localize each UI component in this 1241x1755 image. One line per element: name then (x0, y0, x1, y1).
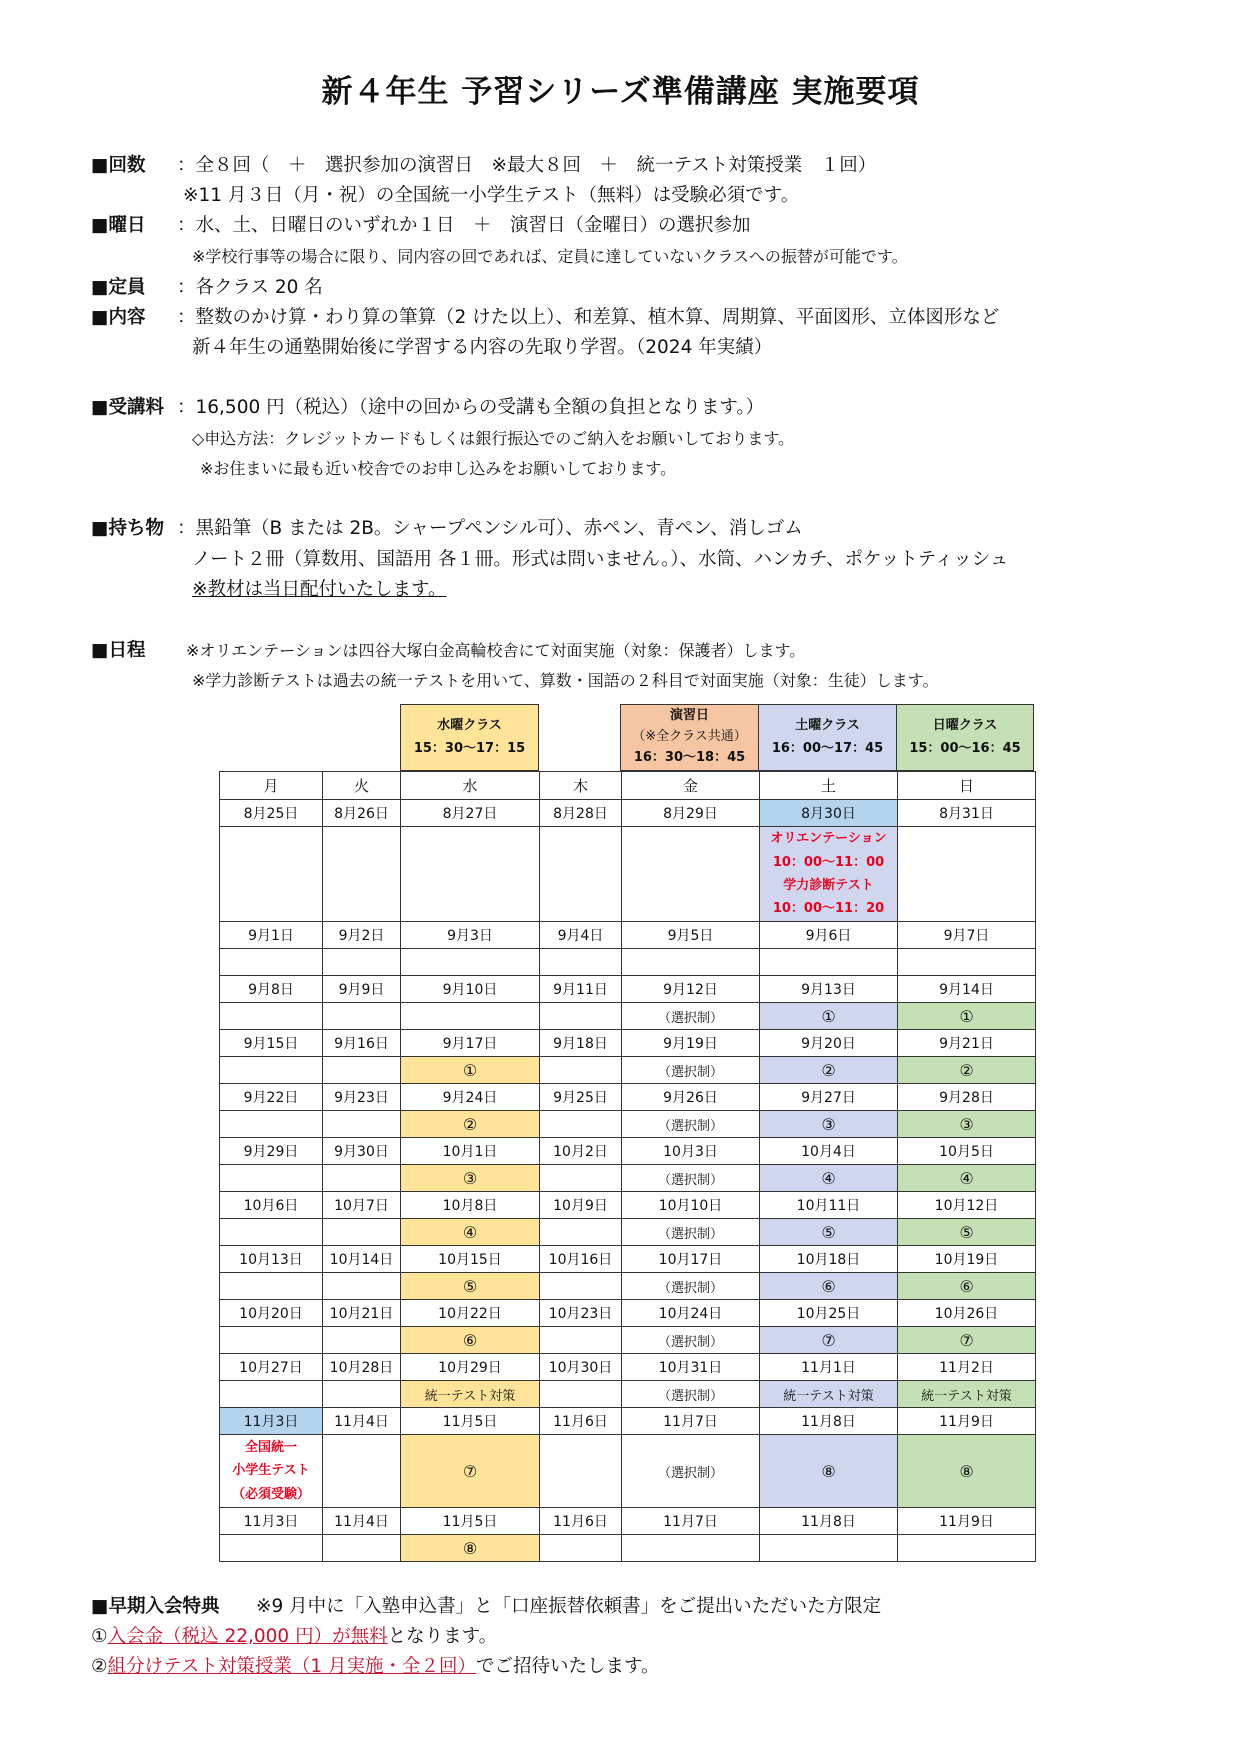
session-mark-fri: （選択制） (622, 1165, 760, 1192)
bonus-item-2-num: ② (91, 1656, 108, 1677)
orientation-line2: 10：00～11：00 (772, 854, 885, 870)
date-cell-mon: 9月15日 (220, 1030, 323, 1057)
date-cell-fri: 9月19日 (622, 1030, 760, 1057)
date-cell-sat: 11月1日 (760, 1354, 898, 1381)
empty-cell (401, 827, 540, 922)
empty-cell (220, 827, 323, 922)
fri-class-time: 16：30～18：45 (633, 749, 746, 765)
date-cell-mon: 10月27日 (220, 1354, 323, 1381)
bonus-label: ■早期入会特典 (91, 1596, 220, 1617)
date-cell-tue: 11月4日 (323, 1408, 401, 1435)
teiin-row (91, 279, 323, 298)
empty-cell (898, 1535, 1036, 1562)
date-cell-sun: 11月2日 (898, 1354, 1036, 1381)
session-mark-fri: （選択制） (622, 1327, 760, 1354)
date-cell-wed: 10月29日 (401, 1354, 540, 1381)
fee-text: ：16,500 円（税込）（途中の回からの受講も全額の負担となります。） (177, 397, 765, 418)
empty-cell (540, 1535, 622, 1562)
empty-cell (220, 1057, 323, 1084)
date-cell-sat: 10月4日 (760, 1138, 898, 1165)
session-mark-sun: ⑧ (898, 1435, 1036, 1508)
orientation-line1: オリエンテーション (770, 831, 887, 847)
session-mark-wed: ⑧ (401, 1535, 540, 1562)
sun-class-time: 15：00～16：45 (909, 740, 1021, 756)
sun-class-name: 日曜クラス (932, 717, 998, 733)
date-cell-mon: 11月3日 (220, 1408, 323, 1435)
empty-cell (540, 1057, 622, 1084)
empty-cell (220, 1535, 323, 1562)
content-row (220, 1219, 1036, 1246)
content-row (220, 949, 1036, 976)
date-row (220, 1300, 1036, 1327)
fee-note-1: ◇申込方法：クレジットカードもしくは銀行振込でのご納入をお願いしております。 (192, 429, 795, 448)
session-mark-sun: ① (898, 1003, 1036, 1030)
date-cell-tue: 9月9日 (323, 976, 401, 1003)
wed-class-header (400, 704, 539, 771)
national-test-cell (220, 1435, 323, 1508)
date-cell-wed: 9月24日 (401, 1084, 540, 1111)
date-cell-fri: 11月7日 (622, 1408, 760, 1435)
mochimono-note: ※教材は当日配付いたします。 (192, 579, 447, 600)
weekday-mon: 月 (220, 772, 323, 800)
date-cell-sat: 8月30日 (760, 800, 898, 827)
date-cell-sun: 9月28日 (898, 1084, 1036, 1111)
date-row (220, 1192, 1036, 1219)
empty-cell (760, 1535, 898, 1562)
empty-cell (401, 1003, 540, 1030)
date-cell-wed: 11月5日 (401, 1408, 540, 1435)
date-cell-sun: 10月19日 (898, 1246, 1036, 1273)
session-mark-fri: （選択制） (622, 1381, 760, 1408)
content-row (220, 1381, 1036, 1408)
fee-row (91, 399, 764, 418)
naiyou-text: ：整数のかけ算・わり算の筆算（2 けた以上）、和差算、植木算、周期算、平面図形、立体図形など (177, 307, 1000, 328)
empty-cell (323, 1327, 401, 1354)
date-cell-sun: 10月26日 (898, 1300, 1036, 1327)
national-test-line1: 全国統一 (244, 1439, 297, 1455)
date-cell-fri: 10月10日 (622, 1192, 760, 1219)
date-cell-thu: 8月28日 (540, 800, 622, 827)
empty-cell (540, 1435, 622, 1508)
date-cell-tue: 8月26日 (323, 800, 401, 827)
session-mark-wed: ② (401, 1111, 540, 1138)
date-cell-wed: 8月27日 (401, 800, 540, 827)
date-cell-fri: 8月29日 (622, 800, 760, 827)
date-cell-fri: 10月3日 (622, 1138, 760, 1165)
session-mark-sat: ① (760, 1003, 898, 1030)
date-cell-fri: 10月17日 (622, 1246, 760, 1273)
date-cell-fri: 10月31日 (622, 1354, 760, 1381)
bonus-item-1-highlight: 入会金（税込 22,000 円）が無料 (107, 1626, 388, 1647)
date-cell-sun: 10月12日 (898, 1192, 1036, 1219)
content-row (220, 1111, 1036, 1138)
nittei-note-2: ※学力診断テストは過去の統一テストを用いて、算数・国語の２科目で対面実施（対象：生徒）します。 (192, 671, 939, 690)
page-title: 新４年生 予習シリーズ準備講座 実施要項 (321, 74, 920, 110)
youbi-row (91, 217, 751, 236)
bonus-item-2 (91, 1658, 660, 1677)
date-cell-mon: 9月1日 (220, 922, 323, 949)
session-mark-sat: ⑤ (760, 1219, 898, 1246)
date-cell-sat: 9月20日 (760, 1030, 898, 1057)
date-cell-mon: 10月20日 (220, 1300, 323, 1327)
content-row (220, 1535, 1036, 1562)
date-row (220, 1030, 1036, 1057)
session-mark-sat: ⑦ (760, 1327, 898, 1354)
date-cell-thu: 10月23日 (540, 1300, 622, 1327)
session-mark-sun: 統一テスト対策 (898, 1381, 1036, 1408)
national-test-line2: 小学生テスト (232, 1463, 310, 1479)
content-row (220, 1327, 1036, 1354)
date-cell-sun: 10月5日 (898, 1138, 1036, 1165)
session-mark-wed: ⑤ (401, 1273, 540, 1300)
date-cell-tue: 9月16日 (323, 1030, 401, 1057)
empty-cell (220, 1111, 323, 1138)
mochimono-label: ■持ち物 (91, 518, 164, 539)
session-mark-wed: ① (401, 1057, 540, 1084)
sat-class-header (758, 704, 897, 771)
session-mark-fri: （選択制） (622, 1003, 760, 1030)
empty-cell (540, 827, 622, 922)
empty-cell (323, 1273, 401, 1300)
weekday-sat: 土 (760, 772, 898, 800)
date-cell-thu: 11月6日 (540, 1408, 622, 1435)
date-cell-tue: 10月21日 (323, 1300, 401, 1327)
session-mark-sun: ⑦ (898, 1327, 1036, 1354)
date-cell-fri: 9月12日 (622, 976, 760, 1003)
date-row (220, 1508, 1036, 1535)
empty-cell (220, 1219, 323, 1246)
empty-cell (220, 1381, 323, 1408)
date-cell-wed: 10月1日 (401, 1138, 540, 1165)
empty-cell (540, 1327, 622, 1354)
orientation-line4: 10：00～11：20 (772, 901, 885, 917)
schedule-calendar (219, 771, 1036, 1562)
teiin-text: ：各クラス 20 名 (177, 277, 323, 298)
date-cell-sun: 9月7日 (898, 922, 1036, 949)
date-cell-wed: 10月8日 (401, 1192, 540, 1219)
empty-cell (220, 1003, 323, 1030)
session-mark-sun: ③ (898, 1111, 1036, 1138)
date-row (220, 1354, 1036, 1381)
date-cell-sun: 8月31日 (898, 800, 1036, 827)
date-cell-sun: 11月9日 (898, 1508, 1036, 1535)
empty-cell (220, 1165, 323, 1192)
date-cell-sat: 10月25日 (760, 1300, 898, 1327)
content-row (220, 1435, 1036, 1508)
bonus-row (91, 1598, 881, 1617)
date-cell-thu: 9月18日 (540, 1030, 622, 1057)
empty-cell (401, 949, 540, 976)
empty-cell (898, 949, 1036, 976)
fee-note-2: ※お住まいに最も近い校舎でのお申し込みをお願いしております。 (200, 459, 677, 478)
youbi-text: ：水、土、日曜日のいずれか１日 ＋ 演習日（金曜日）の選択参加 (177, 215, 751, 236)
orientation-row (220, 827, 1036, 922)
date-cell-wed: 9月17日 (401, 1030, 540, 1057)
naiyou-row (91, 309, 999, 328)
empty-cell (323, 1535, 401, 1562)
date-cell-thu: 10月16日 (540, 1246, 622, 1273)
empty-cell (323, 1111, 401, 1138)
date-cell-thu: 9月4日 (540, 922, 622, 949)
empty-cell (760, 949, 898, 976)
teiin-label: ■定員 (91, 277, 146, 298)
date-cell-wed: 9月10日 (401, 976, 540, 1003)
national-test-line3: （必須受験） (231, 1486, 310, 1502)
date-row (220, 922, 1036, 949)
content-row (220, 1003, 1036, 1030)
youbi-note: ※学校行事等の場合に限り、同内容の回であれば、定員に達していないクラスへの振替が可能です。 (192, 247, 908, 266)
session-mark-wed: 統一テスト対策 (401, 1381, 540, 1408)
weekday-sun: 日 (898, 772, 1036, 800)
sat-class-name: 土曜クラス (795, 717, 860, 733)
bonus-item-1 (91, 1628, 497, 1647)
date-cell-sun: 11月9日 (898, 1408, 1036, 1435)
mochimono-row (91, 520, 803, 539)
date-cell-thu: 10月30日 (540, 1354, 622, 1381)
date-row (220, 1084, 1036, 1111)
empty-cell (540, 949, 622, 976)
youbi-label: ■曜日 (91, 215, 146, 236)
date-cell-sat: 9月27日 (760, 1084, 898, 1111)
date-cell-sat: 9月13日 (760, 976, 898, 1003)
empty-cell (622, 949, 760, 976)
session-mark-wed: ③ (401, 1165, 540, 1192)
session-mark-fri: （選択制） (622, 1111, 760, 1138)
weekday-wed: 水 (401, 772, 540, 800)
sun-class-header (896, 704, 1034, 771)
date-cell-mon: 10月13日 (220, 1246, 323, 1273)
session-mark-fri: （選択制） (622, 1057, 760, 1084)
date-cell-sun: 9月21日 (898, 1030, 1036, 1057)
session-mark-sat: ⑥ (760, 1273, 898, 1300)
wed-class-time: 15：30～17：15 (413, 740, 526, 756)
weekday-header-row (220, 772, 1036, 800)
date-cell-thu: 11月6日 (540, 1508, 622, 1535)
date-cell-tue: 10月28日 (323, 1354, 401, 1381)
bonus-item-2-highlight: 組分けテスト対策授業（1 月実施・全２回） (107, 1656, 477, 1677)
date-cell-tue: 9月23日 (323, 1084, 401, 1111)
date-row (220, 1138, 1036, 1165)
nittei-row (91, 642, 805, 661)
session-mark-sun: ⑤ (898, 1219, 1036, 1246)
date-cell-mon: 8月25日 (220, 800, 323, 827)
date-cell-tue: 11月4日 (323, 1508, 401, 1535)
orientation-cell (760, 827, 898, 922)
date-row (220, 1246, 1036, 1273)
date-cell-mon: 11月3日 (220, 1508, 323, 1535)
mochimono-text: ：黒鉛筆（B または 2B。シャープペンシル可）、赤ペン、青ペン、消しゴム (177, 518, 803, 539)
date-cell-sat: 11月8日 (760, 1508, 898, 1535)
session-mark-sat: ⑧ (760, 1435, 898, 1508)
date-row (220, 1408, 1036, 1435)
date-cell-tue: 9月2日 (323, 922, 401, 949)
date-row (220, 976, 1036, 1003)
date-cell-mon: 9月22日 (220, 1084, 323, 1111)
date-cell-wed: 10月22日 (401, 1300, 540, 1327)
sat-class-time: 16：00～17：45 (771, 740, 884, 756)
empty-cell (540, 1111, 622, 1138)
empty-cell (323, 1165, 401, 1192)
date-cell-wed: 9月3日 (401, 922, 540, 949)
session-mark-sun: ④ (898, 1165, 1036, 1192)
date-cell-fri: 9月26日 (622, 1084, 760, 1111)
date-cell-wed: 11月5日 (401, 1508, 540, 1535)
empty-cell (323, 949, 401, 976)
date-cell-mon: 9月29日 (220, 1138, 323, 1165)
content-row (220, 1165, 1036, 1192)
date-cell-thu: 9月11日 (540, 976, 622, 1003)
date-cell-mon: 9月8日 (220, 976, 323, 1003)
empty-cell (540, 1273, 622, 1300)
session-mark-sat: ② (760, 1057, 898, 1084)
session-mark-sat: ④ (760, 1165, 898, 1192)
weekday-fri: 金 (622, 772, 760, 800)
empty-cell (540, 1219, 622, 1246)
date-row (220, 800, 1036, 827)
date-cell-thu: 9月25日 (540, 1084, 622, 1111)
date-cell-sat: 9月6日 (760, 922, 898, 949)
mochimono-text-2: ノート２冊（算数用、国語用 各１冊。形式は問いません。）、水筒、ハンカチ、ポケットティッシュ (192, 549, 1009, 570)
session-mark-wed: ④ (401, 1219, 540, 1246)
date-cell-tue: 9月30日 (323, 1138, 401, 1165)
empty-cell (323, 1435, 401, 1508)
naiyou-label: ■内容 (91, 307, 146, 328)
date-cell-sat: 10月18日 (760, 1246, 898, 1273)
nittei-note-1: ※オリエンテーションは四谷大塚白金高輪校舎にて対面実施（対象：保護者）します。 (186, 641, 806, 660)
date-cell-sun: 9月14日 (898, 976, 1036, 1003)
fri-class-header (620, 704, 759, 771)
empty-cell (323, 1381, 401, 1408)
date-cell-fri: 11月7日 (622, 1508, 760, 1535)
date-cell-sat: 10月11日 (760, 1192, 898, 1219)
date-cell-thu: 10月9日 (540, 1192, 622, 1219)
empty-cell (220, 949, 323, 976)
content-row (220, 1057, 1036, 1084)
session-mark-sat: ③ (760, 1111, 898, 1138)
session-mark-wed: ⑦ (401, 1435, 540, 1508)
orientation-line3: 学力診断テスト (783, 878, 874, 893)
bonus-item-2-rest: でご招待いたします。 (476, 1656, 660, 1677)
bonus-item-1-rest: となります。 (387, 1626, 498, 1647)
empty-cell (540, 1165, 622, 1192)
empty-cell (898, 827, 1036, 922)
bonus-text: ※9 月中に「入塾申込書」と「口座振替依頼書」をご提出いただいた方限定 (256, 1596, 882, 1617)
session-mark-fri: （選択制） (622, 1273, 760, 1300)
empty-cell (323, 1219, 401, 1246)
weekday-thu: 木 (540, 772, 622, 800)
content-row (220, 1273, 1036, 1300)
empty-cell (540, 1381, 622, 1408)
session-mark-fri: （選択制） (622, 1219, 760, 1246)
weekday-tue: 火 (323, 772, 401, 800)
nittei-label: ■日程 (91, 640, 146, 661)
date-cell-fri: 9月5日 (622, 922, 760, 949)
date-cell-thu: 10月2日 (540, 1138, 622, 1165)
empty-cell (323, 1003, 401, 1030)
empty-cell (540, 1003, 622, 1030)
session-mark-sun: ② (898, 1057, 1036, 1084)
session-mark-sat: 統一テスト対策 (760, 1381, 898, 1408)
fri-class-sub: （※全クラス共通） (632, 729, 747, 745)
fri-class-name: 演習日 (669, 708, 709, 724)
date-cell-sat: 11月8日 (760, 1408, 898, 1435)
kaisu-row (91, 157, 876, 176)
empty-cell (220, 1273, 323, 1300)
fee-label: ■受講料 (91, 397, 164, 418)
naiyou-text-2: 新４年生の通塾開始後に学習する内容の先取り学習。（2024 年実績） (192, 337, 773, 358)
empty-cell (220, 1327, 323, 1354)
date-cell-mon: 10月6日 (220, 1192, 323, 1219)
empty-cell (323, 1057, 401, 1084)
bonus-item-1-num: ① (91, 1626, 108, 1647)
kaisu-label: ■回数 (91, 155, 146, 176)
empty-cell (323, 827, 401, 922)
date-cell-tue: 10月14日 (323, 1246, 401, 1273)
session-mark-fri: （選択制） (622, 1435, 760, 1508)
date-cell-wed: 10月15日 (401, 1246, 540, 1273)
empty-cell (622, 827, 760, 922)
kaisu-note: ※11 月３日（月・祝）の全国統一小学生テスト（無料）は受験必須です。 (183, 185, 800, 206)
kaisu-text: ：全８回（ ＋ 選択参加の演習日 ※最大８回 ＋ 統一テスト対策授業 １回） (177, 155, 877, 176)
date-cell-fri: 10月24日 (622, 1300, 760, 1327)
session-mark-sun: ⑥ (898, 1273, 1036, 1300)
empty-cell (622, 1535, 760, 1562)
wed-class-name: 水曜クラス (437, 717, 502, 733)
date-cell-tue: 10月7日 (323, 1192, 401, 1219)
session-mark-wed: ⑥ (401, 1327, 540, 1354)
